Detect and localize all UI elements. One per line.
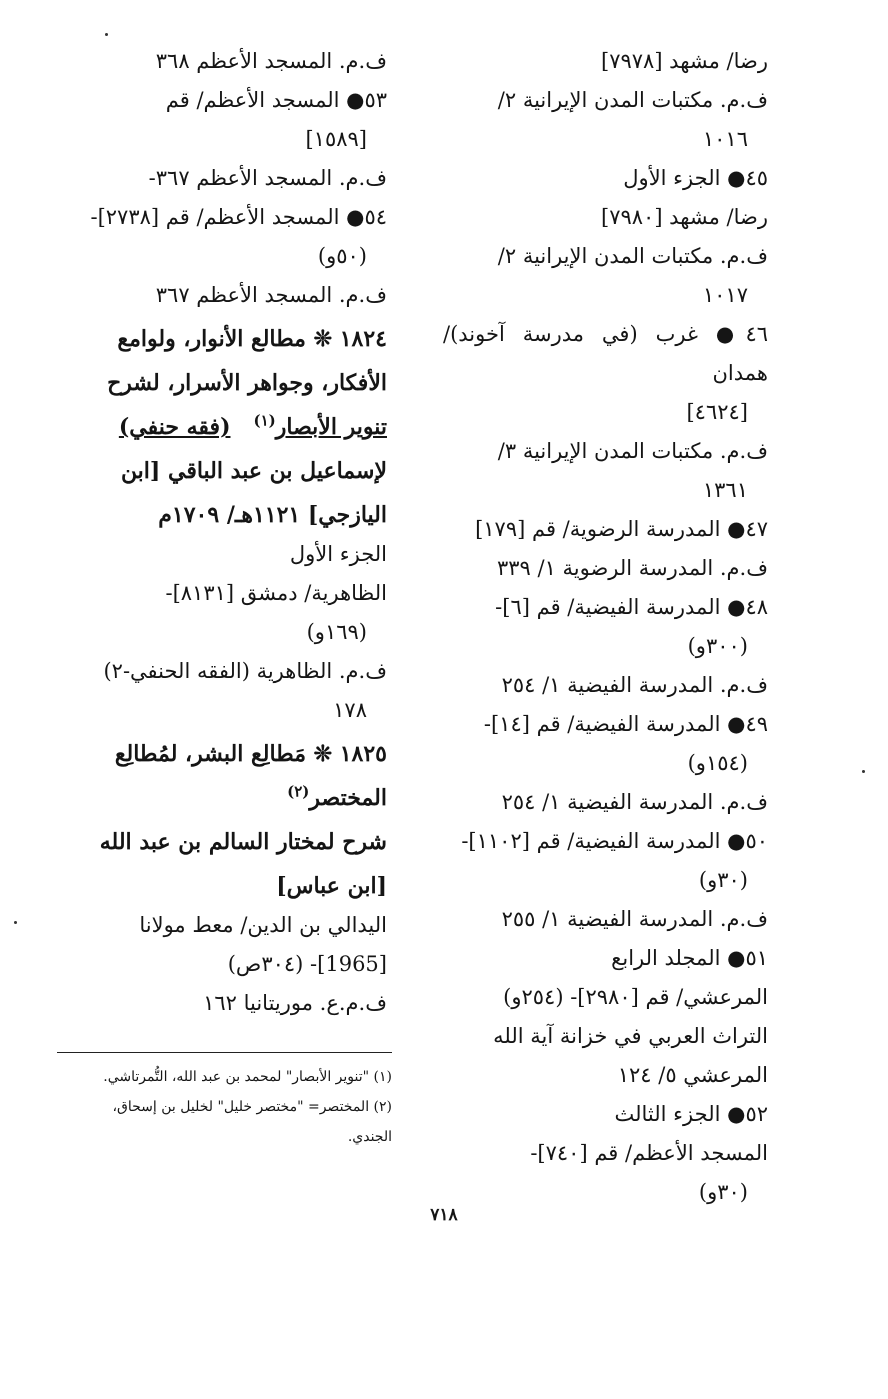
item-heading: ٥٠● المدرسة الفيضية/ قم [١١٠٢]- <box>461 829 768 853</box>
footnote: الجندي. <box>347 1129 392 1145</box>
footnote-divider <box>57 1052 392 1053</box>
text-line: ف.م. المدرسة الفيضية ١/ ٢٥٥ <box>501 907 768 931</box>
text-line: ١٣٦١ <box>702 478 748 502</box>
text-line: ١٧٨ <box>333 698 367 722</box>
text-line: ف.م. مكتبات المدن الإيرانية ٢/ <box>497 244 768 268</box>
text-line: (١٦٩و) <box>306 620 367 644</box>
item-heading: ٤٧● المدرسة الرضوية/ قم [١٧٩] <box>475 517 768 541</box>
text-line: ف.م. المدرسة الفيضية ١/ ٢٥٤ <box>501 790 768 814</box>
text-line: ١٠١٧ <box>702 283 748 307</box>
item-heading: ٥١● المجلد الرابع <box>611 946 768 970</box>
text-line: الظاهرية/ دمشق [٨١٣١]- <box>165 581 387 605</box>
text-line: (٣٠٠و) <box>687 634 748 658</box>
text-line: ف.م. الظاهرية (الفقه الحنفي-٢) <box>103 659 387 683</box>
footnote-mark: (٢) <box>287 782 310 801</box>
footnote-mark: (١) <box>253 411 276 430</box>
footnote: (١) "تنوير الأبصار" لمحمد بن عبد الله، التُّمرتاشي. <box>103 1069 392 1085</box>
left-column <box>57 42 387 1023</box>
entry-title <box>57 403 387 447</box>
item-heading: ٥٣● المسجد الأعظم/ قم <box>165 88 387 112</box>
text-line: ف.م. المسجد الأعظم ٣٦٧ <box>155 283 387 307</box>
item-heading: ٥٢● الجزء الثالث <box>614 1102 768 1126</box>
author-line: لإسماعيل بن عبد الباقي [ابن <box>120 458 387 484</box>
text-line: (٣٠و) <box>698 868 748 892</box>
text-line: اليدالي بن الدين/ معط مولانا <box>139 913 387 937</box>
text-line: (٥٠و) <box>317 244 367 268</box>
entry-title-cont: المختصر <box>309 785 387 811</box>
item-heading: ٤٨● المدرسة الفيضية/ قم [٦]- <box>495 595 768 619</box>
entry-title: الأفكار، وجواهر الأسرار، لشرح <box>107 370 387 396</box>
right-column <box>443 42 768 1212</box>
author-line: اليازجي] ١١٢١هـ/ ١٧٠٩م <box>158 502 387 528</box>
commentary-line: شرح لمختار السالم بن عبد الله <box>99 829 387 855</box>
text-line: [١٥٨٩] <box>305 127 367 151</box>
subject-tag: (فقه حنفي) <box>118 414 231 440</box>
text-line: [٤٦٢٤] <box>686 400 748 424</box>
item-heading: ٤٦● غرب (في مدرسة آخوند)/ همدان <box>443 322 768 385</box>
text-line: ف.م. مكتبات المدن الإيرانية ٢/ <box>497 88 768 112</box>
commentary-line: [ابن عباس] <box>276 873 387 899</box>
text-line: ١٠١٦ <box>702 127 748 151</box>
text-line: ف.م. المدرسة الفيضية ١/ ٢٥٤ <box>501 673 768 697</box>
text-line: ف.م. المسجد الأعظم ٣٦٨ <box>155 49 387 73</box>
text-line: رضا/ مشهد [٧٩٧٨] <box>600 49 768 73</box>
text-line: ف.م. مكتبات المدن الإيرانية ٣/ <box>497 439 768 463</box>
text-line: المرعشي/ قم [٢٩٨٠]- (٢٥٤و) <box>503 985 768 1009</box>
footnote: (٢) المختصر= "مختصر خليل" لخليل بن إسحاق، <box>112 1099 392 1115</box>
entry-title <box>57 774 387 818</box>
text-line: ف.م. المدرسة الرضوية ١/ ٣٣٩ <box>496 556 768 580</box>
entry-title: ١٨٢٥ ❊ مَطالِع البشر، لمُطالِع <box>114 741 387 767</box>
item-heading: ٤٥● الجزء الأول <box>623 166 768 190</box>
text-line: (١٥٤و) <box>687 751 748 775</box>
entry-1825 <box>57 730 387 1023</box>
text-line: المسجد الأعظم/ قم [٧٤٠]- <box>530 1141 768 1165</box>
text-line: رضا/ مشهد [٧٩٨٠] <box>600 205 768 229</box>
item-heading: ٥٤● المسجد الأعظم/ قم [٢٧٣٨]- <box>90 205 387 229</box>
scan-speck <box>14 921 17 924</box>
text-line: المرعشي ٥/ ١٢٤ <box>617 1063 768 1087</box>
text-line: ف.م. المسجد الأعظم ٣٦٧- <box>148 166 387 190</box>
scan-speck <box>862 770 865 773</box>
scan-speck <box>105 33 108 36</box>
entry-title: ١٨٢٤ ❊ مطالع الأنوار، ولوامع <box>117 326 387 352</box>
text-line: التراث العربي في خزانة آية الله <box>493 1024 768 1048</box>
text-line: الجزء الأول <box>289 542 387 566</box>
item-heading: ٤٩● المدرسة الفيضية/ قم [١٤]- <box>483 712 768 736</box>
text-line: [1965]- (٣٠٤ص) <box>227 952 387 976</box>
page-number: ٧١٨ <box>430 1205 458 1225</box>
work-title: تنوير الأبصار <box>275 414 387 440</box>
entry-1824 <box>57 315 387 730</box>
text-line: (٣٠و) <box>698 1180 748 1204</box>
text-line: ف.م.ع. موريتانيا ١٦٢ <box>203 991 387 1015</box>
footnotes <box>57 1062 392 1152</box>
